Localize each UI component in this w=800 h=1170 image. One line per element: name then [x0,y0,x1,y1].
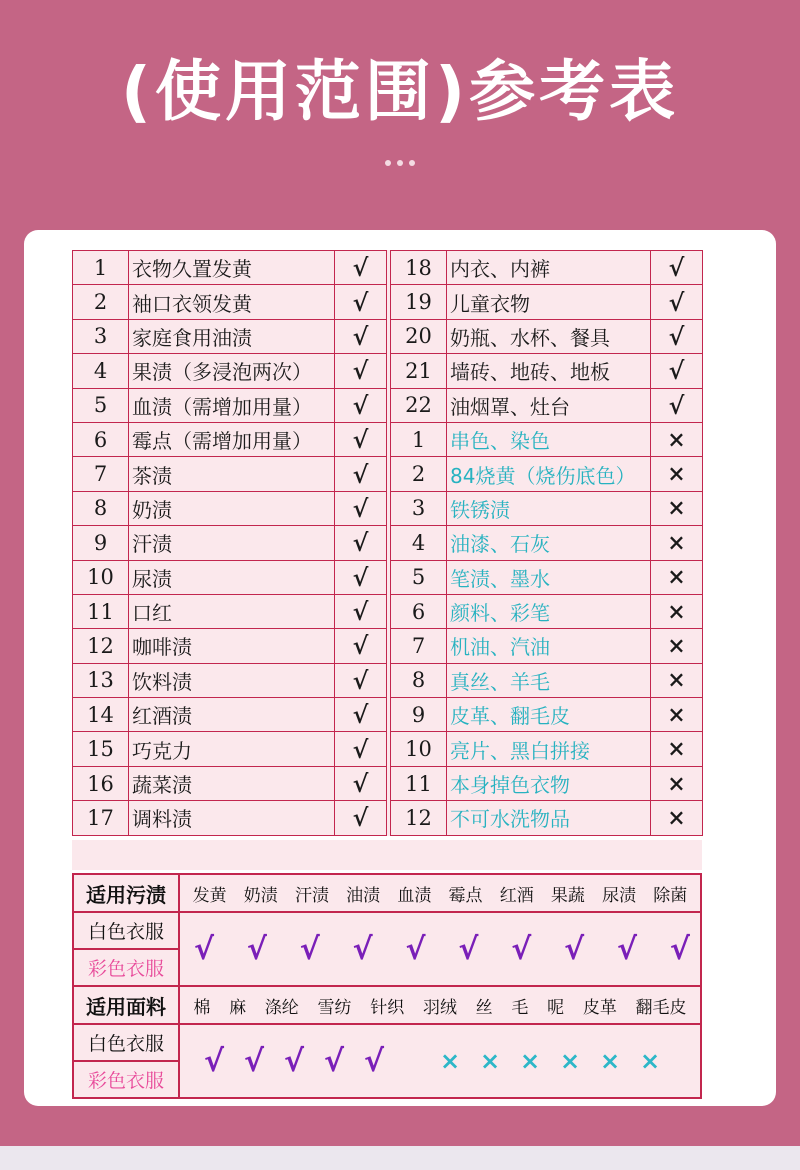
check-icon: √ [335,388,387,422]
row-description: 汗渍 [129,526,335,560]
row-number: 8 [73,491,129,525]
stain-item: 油渍 [346,885,381,906]
row-description: 奶瓶、水杯、餐具 [447,319,651,353]
row-number: 22 [391,388,447,422]
fabric-item: 涤纶 [264,997,299,1018]
row-description: 机油、汽油 [447,629,651,663]
check-icon: √ [335,354,387,388]
row-number: 4 [391,526,447,560]
fabric-item: 丝 [475,997,493,1018]
dots-indicator [0,160,800,166]
check-icon: √ [651,354,703,388]
check-icon: √ [651,319,703,353]
cross-icon: × [651,801,703,835]
table-spacer [72,840,702,870]
row-description: 茶渍 [129,457,335,491]
row-description: 尿渍 [129,560,335,594]
stains-marks [179,912,701,986]
row-number: 17 [73,801,129,835]
row-description: 铁锈渍 [447,491,651,525]
check-icon: √ [335,285,387,319]
row-description: 油漆、石灰 [447,526,651,560]
row-number: 1 [73,251,129,285]
row-number: 5 [391,560,447,594]
stain-item: 红酒 [499,885,534,906]
table-row [73,285,703,319]
cross-icon: × [651,526,703,560]
row-description: 内衣、内裤 [447,251,651,285]
cross-icon: × [559,1047,581,1075]
row-number: 20 [391,319,447,353]
row-description: 调料渍 [129,801,335,835]
fabric-item: 皮革 [582,997,617,1018]
stains-color-label: 彩色衣服 [73,949,179,986]
row-number: 5 [73,388,129,422]
table-row [73,594,703,628]
cross-icon: × [439,1047,461,1075]
row-description: 84烧黄（烧伤底色） [447,457,651,491]
row-number: 11 [391,766,447,800]
fabric-item: 翻毛皮 [635,997,687,1018]
row-description: 真丝、羊毛 [447,663,651,697]
check-icon: √ [335,560,387,594]
check-icon: √ [352,931,373,967]
table-row [73,801,703,835]
table-row [73,698,703,732]
cross-icon: × [651,491,703,525]
row-number: 13 [73,663,129,697]
bottom-strip [0,1146,800,1170]
check-icon: √ [335,801,387,835]
table-row [73,422,703,456]
table-row [73,354,703,388]
row-number: 15 [73,732,129,766]
stain-item: 奶渍 [243,885,278,906]
table-row [73,766,703,800]
fabrics-items [179,986,701,1024]
stain-item: 果蔬 [550,885,585,906]
page-title: (使用范围)参考表 [120,53,680,130]
cross-icon: × [651,560,703,594]
stain-item: 汗渍 [294,885,329,906]
row-description: 袖口衣领发黄 [129,285,335,319]
check-icon: √ [564,931,585,967]
row-description: 红酒渍 [129,698,335,732]
row-number: 3 [391,491,447,525]
table-row [73,732,703,766]
row-number: 12 [73,629,129,663]
row-description: 笔渍、墨水 [447,560,651,594]
row-number: 6 [73,422,129,456]
stain-item: 霉点 [448,885,483,906]
cross-icon: × [639,1047,661,1075]
table-row [73,251,703,285]
check-icon: √ [203,1043,224,1079]
row-number: 16 [73,766,129,800]
cross-icon: × [519,1047,541,1075]
row-number: 3 [73,319,129,353]
cross-icon: × [599,1047,621,1075]
table-row [73,629,703,663]
row-description: 家庭食用油渍 [129,319,335,353]
check-icon: √ [651,285,703,319]
cross-icon: × [651,629,703,663]
check-icon: √ [617,931,638,967]
row-description: 霉点（需增加用量） [129,422,335,456]
row-number: 10 [391,732,447,766]
check-icon: √ [243,1043,264,1079]
check-icon: √ [335,251,387,285]
row-number: 9 [73,526,129,560]
row-description: 不可水洗物品 [447,801,651,835]
check-icon: √ [299,931,320,967]
row-description: 油烟罩、灶台 [447,388,651,422]
table-row [73,388,703,422]
row-description: 皮革、翻毛皮 [447,698,651,732]
check-icon: √ [335,629,387,663]
stains-white-label: 白色衣服 [73,912,179,949]
row-number: 14 [73,698,129,732]
table-row [73,526,703,560]
row-number: 6 [391,594,447,628]
row-description: 亮片、黑白拼接 [447,732,651,766]
fabrics-marks [179,1024,701,1098]
check-icon: √ [511,931,532,967]
row-description: 衣物久置发黄 [129,251,335,285]
table-row [73,319,703,353]
check-icon: √ [335,422,387,456]
row-description: 本身掉色衣物 [447,766,651,800]
row-description: 墙砖、地砖、地板 [447,354,651,388]
check-icon: √ [246,931,267,967]
stains-items [179,874,701,912]
row-description: 颜料、彩笔 [447,594,651,628]
check-icon: √ [458,931,479,967]
check-icon: √ [194,931,215,967]
fabrics-white-label: 白色衣服 [73,1024,179,1061]
stain-item: 除菌 [653,885,688,906]
table-row [73,457,703,491]
fabric-item: 麻 [229,997,247,1018]
check-icon: √ [669,931,690,967]
fabric-item: 雪纺 [317,997,352,1018]
row-description: 口红 [129,594,335,628]
check-icon: √ [335,766,387,800]
check-icon: √ [335,319,387,353]
stains-label: 适用污渍 [73,874,179,912]
cross-icon: × [651,594,703,628]
row-number: 12 [391,801,447,835]
fabric-item: 羽绒 [422,997,457,1018]
check-icon: √ [335,698,387,732]
row-number: 2 [391,457,447,491]
row-description: 奶渍 [129,491,335,525]
row-description: 饮料渍 [129,663,335,697]
check-icon: √ [283,1043,304,1079]
check-icon: √ [335,491,387,525]
suitability-table [72,873,702,1099]
row-description: 巧克力 [129,732,335,766]
check-icon: √ [363,1043,384,1079]
check-icon: √ [323,1043,344,1079]
cross-icon: × [651,698,703,732]
fabric-item: 呢 [547,997,565,1018]
fabric-item: 棉 [193,997,211,1018]
stain-item: 血渍 [397,885,432,906]
row-description: 蔬菜渍 [129,766,335,800]
cross-icon: × [651,422,703,456]
check-icon: √ [405,931,426,967]
check-icon: √ [335,594,387,628]
row-number: 7 [73,457,129,491]
table-row [73,663,703,697]
row-number: 19 [391,285,447,319]
row-number: 8 [391,663,447,697]
row-number: 1 [391,422,447,456]
check-icon: √ [335,457,387,491]
row-number: 10 [73,560,129,594]
fabrics-color-label: 彩色衣服 [73,1061,179,1098]
check-icon: √ [651,251,703,285]
table-row [73,491,703,525]
stain-item: 发黄 [192,885,227,906]
row-number: 2 [73,285,129,319]
cross-icon: × [651,457,703,491]
fabric-item: 针织 [370,997,405,1018]
row-description: 咖啡渍 [129,629,335,663]
cross-icon: × [479,1047,501,1075]
row-number: 7 [391,629,447,663]
row-description: 血渍（需增加用量） [129,388,335,422]
row-description: 儿童衣物 [447,285,651,319]
fabrics-label: 适用面料 [73,986,179,1024]
cross-icon: × [651,663,703,697]
row-number: 21 [391,354,447,388]
cross-icon: × [651,766,703,800]
check-icon: √ [335,732,387,766]
cross-icon: × [651,732,703,766]
row-number: 18 [391,251,447,285]
table-row [73,560,703,594]
fabric-item: 毛 [511,997,529,1018]
check-icon: √ [335,663,387,697]
row-description: 果渍（多浸泡两次） [129,354,335,388]
row-description: 串色、染色 [447,422,651,456]
check-icon: √ [651,388,703,422]
stain-item: 尿渍 [602,885,637,906]
usage-table [72,250,703,836]
check-icon: √ [335,526,387,560]
row-number: 4 [73,354,129,388]
row-number: 11 [73,594,129,628]
row-number: 9 [391,698,447,732]
